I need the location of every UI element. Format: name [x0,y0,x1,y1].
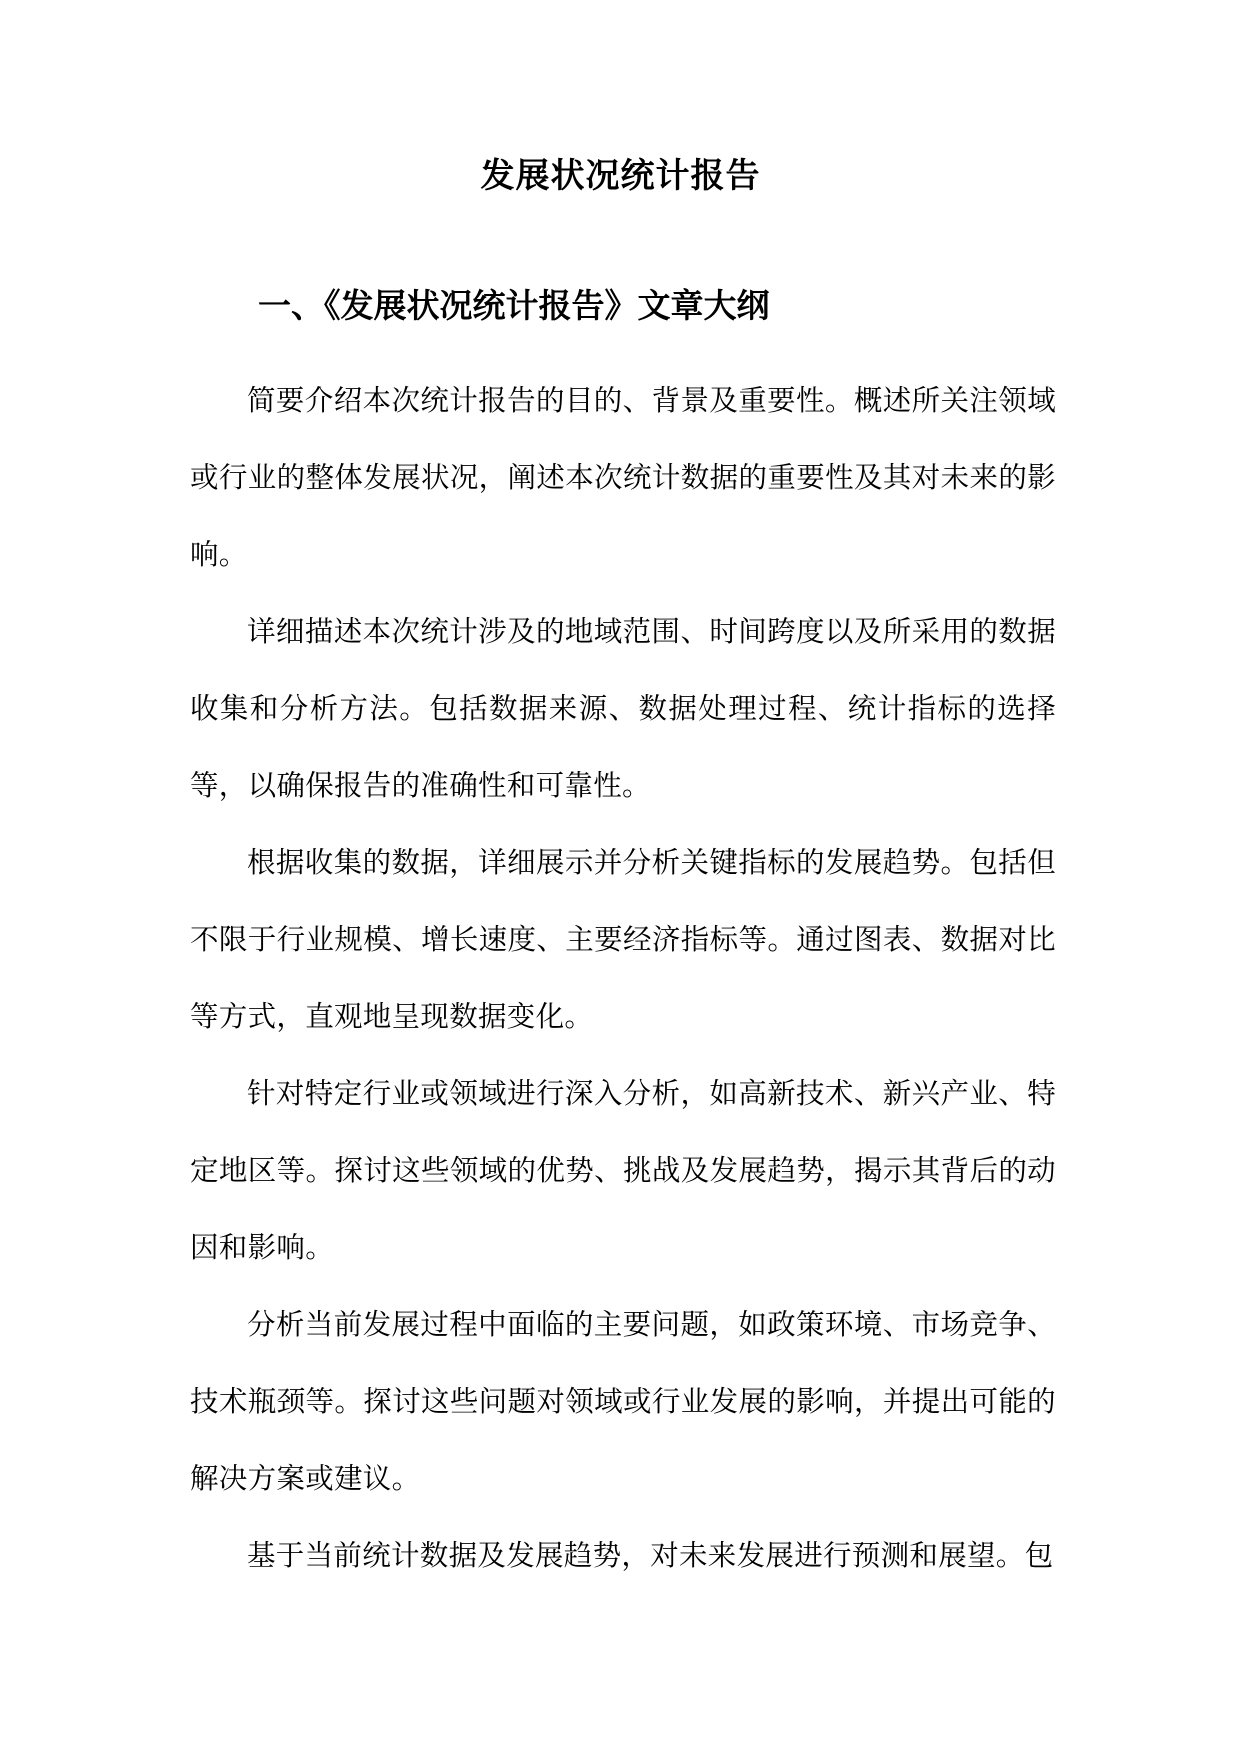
section-heading: 一、《发展状况统计报告》文章大纲 [258,286,770,325]
paragraph-5: 分析当前发展过程中面临的主要问题，如政策环境、市场竞争、技术瓶颈等。探讨这些问题对领域或行业发展的影响，并提出可能的解决方案或建议。 [190,1308,1056,1495]
paragraph-4: 针对特定行业或领域进行深入分析，如高新技术、新兴产业、特定地区等。探讨这些领域的优势、挑战及发展趋势，揭示其背后的动因和影响。 [190,1077,1056,1264]
paragraph-3: 根据收集的数据，详细展示并分析关键指标的发展趋势。包括但不限于行业规模、增长速度、主要经济指标等。通过图表、数据对比等方式，直观地呈现数据变化。 [190,846,1056,1033]
paragraph-6: 基于当前统计数据及发展趋势，对未来发展进行预测和展望。包 [247,1539,1054,1572]
document-title: 发展状况统计报告 [480,156,761,196]
document-body [190,362,1056,1594]
paragraph-2: 详细描述本次统计涉及的地域范围、时间跨度以及所采用的数据收集和分析方法。包括数据来源、数据处理过程、统计指标的选择等，以确保报告的准确性和可靠性。 [190,615,1056,802]
paragraph-1: 简要介绍本次统计报告的目的、背景及重要性。概述所关注领域或行业的整体发展状况，阐述本次统计数据的重要性及其对未来的影响。 [190,384,1056,571]
